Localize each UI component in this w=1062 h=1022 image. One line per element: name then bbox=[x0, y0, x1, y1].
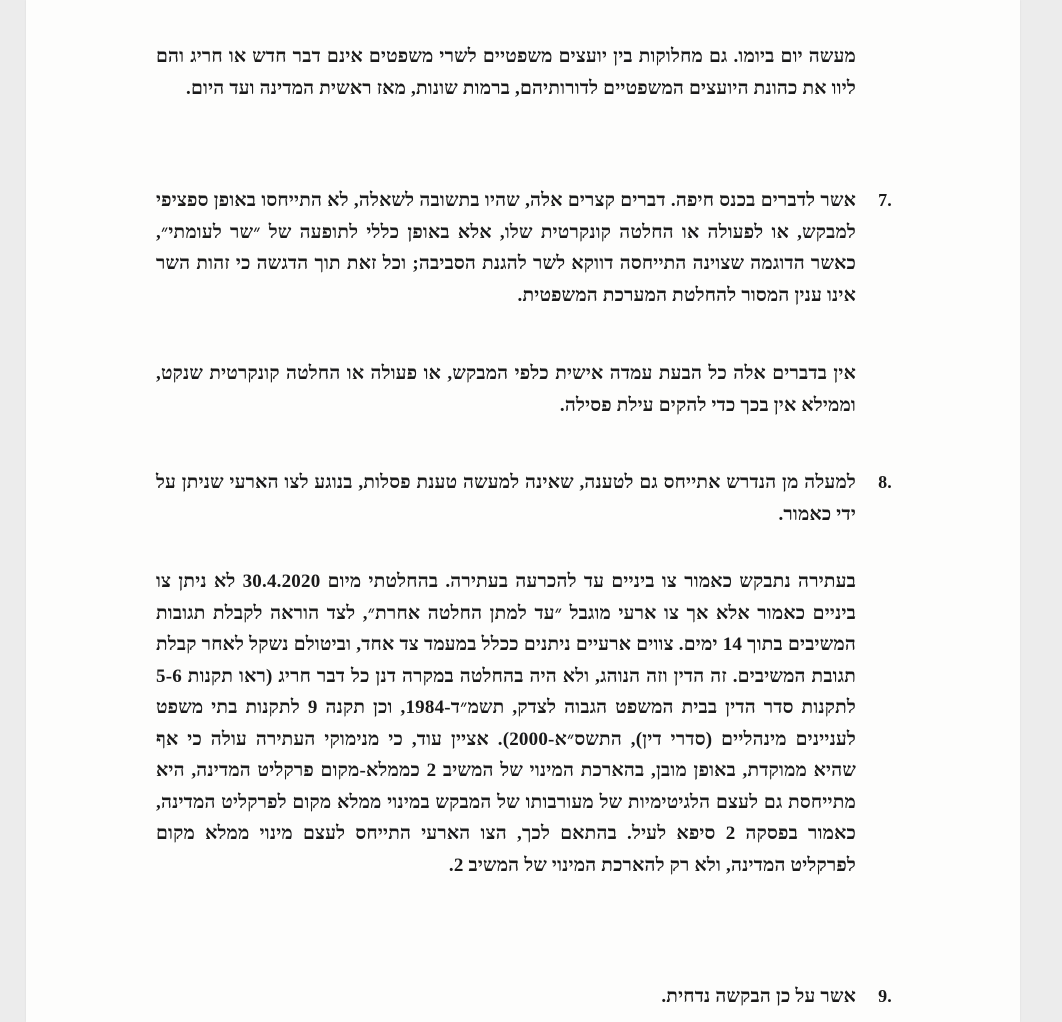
paragraph-text: מעשה יום ביומו. גם מחלוקות בין יועצים משפטיים לשרי משפטים אינם דבר חדש או חריג והם ליוו את כהונת היועצים המשפטיים לדורותיהם, ברמות שונות, מאז ראשית המדינה ועד היום. bbox=[156, 46, 856, 99]
paragraph-number: 9. bbox=[878, 986, 892, 1006]
paragraph-intro bbox=[156, 41, 856, 104]
document-page bbox=[26, 0, 1020, 1022]
paragraph-8 bbox=[156, 467, 892, 530]
paragraph-7 bbox=[156, 185, 892, 311]
paragraph-7-continued bbox=[156, 358, 856, 421]
paragraph-number: 7. bbox=[878, 190, 892, 210]
paragraph-text: אשר לדברים בכנס חיפה. דברים קצרים אלה, שהיו בתשובה לשאלה, לא התייחסו באופן ספציפי למבקש, או לפעולה או החלטה קונקרטית שלו, אלא באופן כללי לתופעה של ״שר לעומתי״, כאשר הדוגמה שצוינה התייחסה דווקא לשר להגנת הסביבה; וכל זאת תוך הדגשה כי זהות השר אינו ענין המסור להחלטת המערכת המשפטית. bbox=[156, 190, 856, 306]
paragraph-text: אין בדברים אלה כל הבעת עמדה אישית כלפי המבקש, או פעולה או החלטה קונקרטית שנקט, וממילא אין בכך כדי להקים עילת פסילה. bbox=[156, 363, 856, 416]
paragraph-text: למעלה מן הנדרש אתייחס גם לטענה, שאינה למעשה טענת פסלות, בנוגע לצו הארעי שניתן על ידי כאמור. bbox=[156, 472, 856, 525]
paragraph-text: אשר על כן הבקשה נדחית. bbox=[661, 986, 856, 1007]
paragraph-9 bbox=[156, 981, 892, 1013]
paragraph-text: בעתירה נתבקש כאמור צו ביניים עד להכרעה בעתירה. בהחלטתי מיום 30.4.2020 לא ניתן צו ביניים כאמור אלא אך צו ארעי מוגבל ״עד למתן החלטה אחרת״, לצד הוראה לקבלת תגובות המשיבים בתוך 14 ימים. צווים ארעיים ניתנים ככלל במעמד צד אחד, וביטולם נשקל לאחר קבלת תגובת המשיבים. זה הדין וזה הנוהג, ולא היה בהחלטה במקרה דנן כל דבר חריג (ראו תקנות 5-6 לתקנות סדר הדין בבית המשפט הגבוה לצדק, תשמ״ד-1984, וכן תקנה 9 לתקנות בתי משפט לעניינים מינהליים (סדרי דין), התשס״א-2000). אציין עוד, כי מנימוקי העתירה עולה כי אף שהיא ממוקדת, באופן מובן, בהארכת המינוי של המשיב 2 כממלא-מקום פרקליט המדינה, היא מתייחסת גם לעצם הלגיטימיות של מעורבותו של המבקש במינוי ממלא מקום לפרקליט המדינה, כאמור בפסקה 2 סיפא לעיל. בהתאם לכך, הצו הארעי התייחס לעצם מינוי ממלא מקום לפרקליט המדינה, ולא רק להארכת המינוי של המשיב 2. bbox=[156, 571, 857, 876]
paragraph-number: 8. bbox=[878, 472, 892, 492]
paragraph-8-continued bbox=[156, 566, 856, 881]
